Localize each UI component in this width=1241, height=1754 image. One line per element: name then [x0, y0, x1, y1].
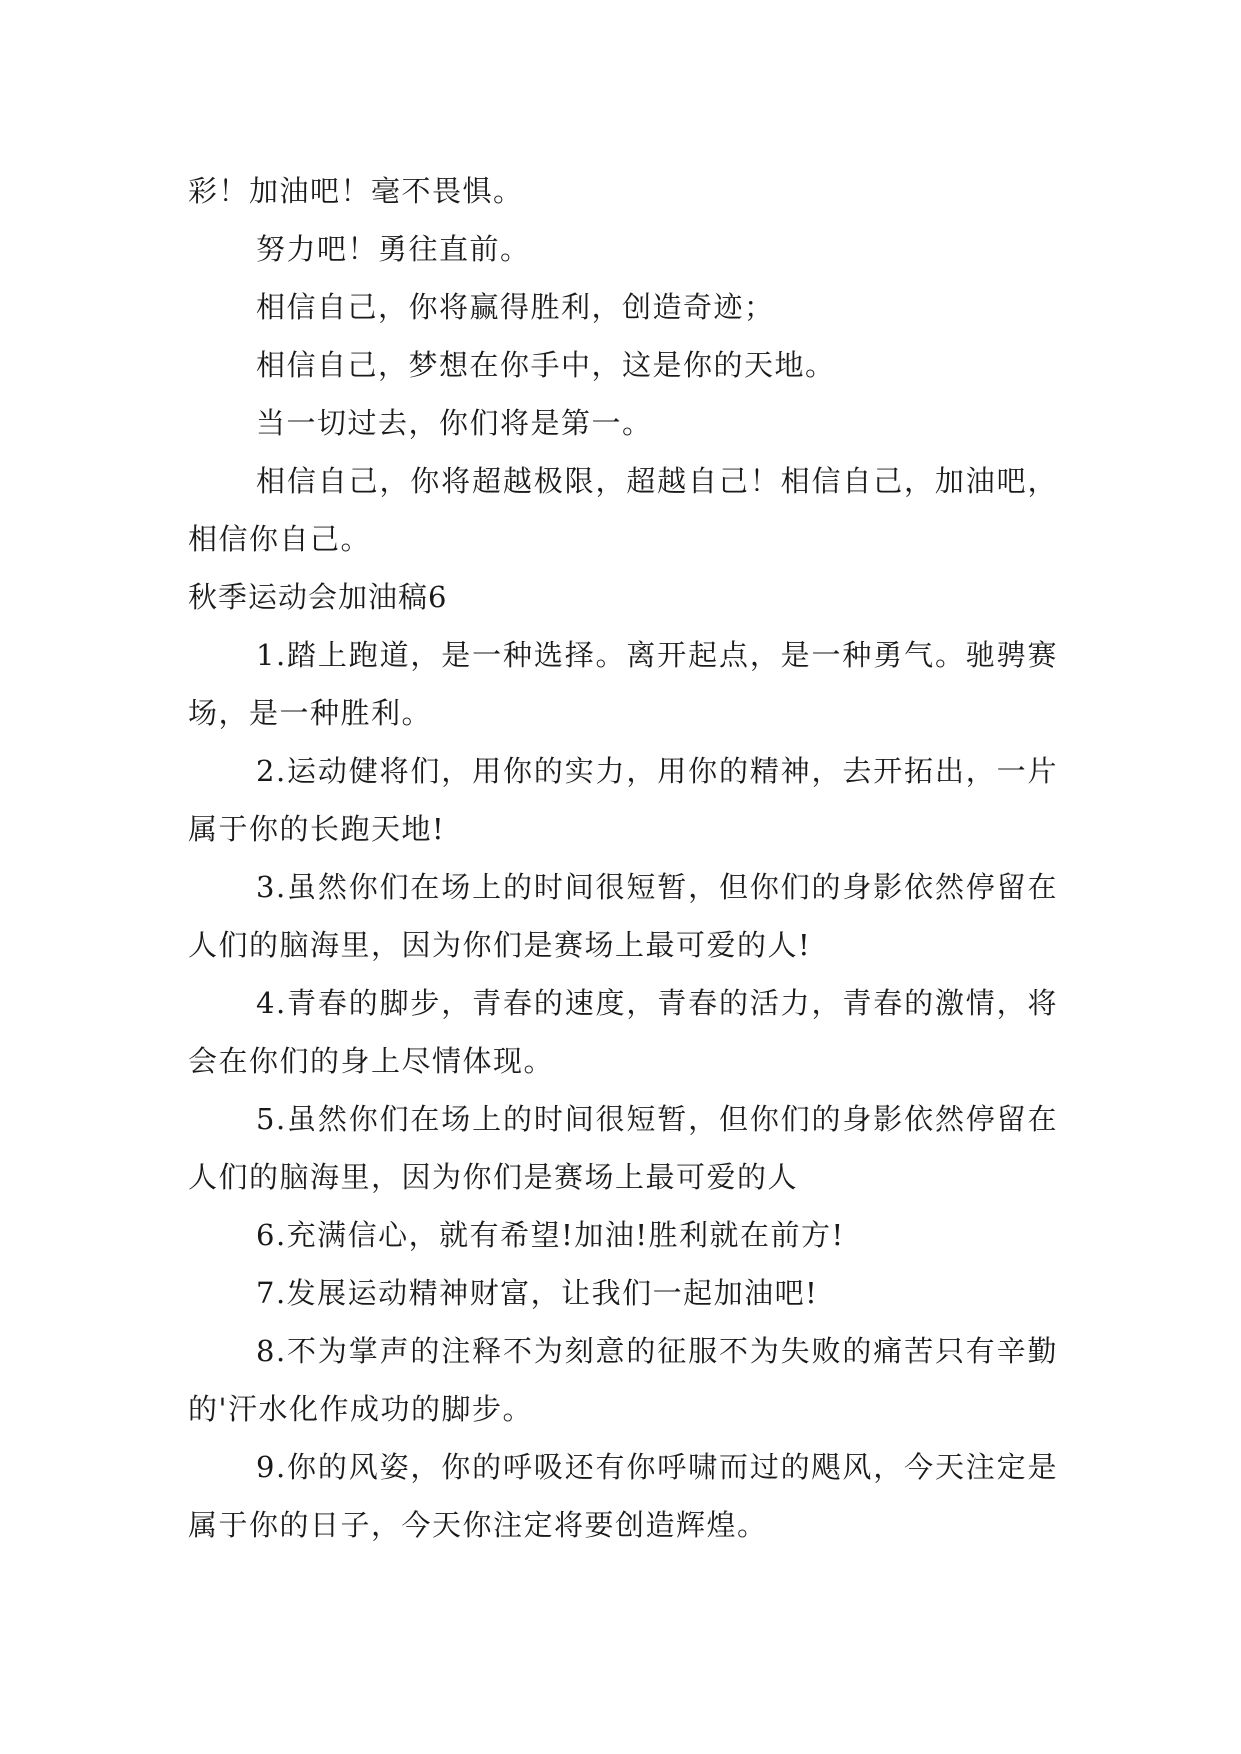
list-item: 1.踏上跑道，是一种选择。离开起点，是一种勇气。驰骋赛场，是一种胜利。 [188, 638, 1058, 730]
paragraph: 当一切过去，你们将是第一。 [256, 406, 653, 440]
list-item: 8.不为掌声的注释不为刻意的征服不为失败的痛苦只有辛勤的'汗水化作成功的脚步。 [188, 1334, 1058, 1426]
paragraph: 相信自己，你将超越极限，超越自己！相信自己，加油吧，相信你自己。 [188, 464, 1058, 556]
section-title: 秋季运动会加油稿6 [188, 580, 448, 614]
paragraph: 彩！加油吧！毫不畏惧。 [188, 174, 524, 208]
list-item: 3.虽然你们在场上的时间很短暂，但你们的身影依然停留在人们的脑海里，因为你们是赛场上最可爱的人! [188, 870, 1058, 962]
list-item: 4.青春的脚步，青春的速度，青春的活力，青春的激情，将会在你们的身上尽情体现。 [188, 986, 1058, 1078]
list-item: 2.运动健将们，用你的实力，用你的精神，去开拓出，一片属于你的长跑天地! [188, 754, 1058, 846]
list-item: 6.充满信心，就有希望!加油!胜利就在前方! [256, 1218, 845, 1252]
document-body [188, 162, 1058, 1554]
paragraph: 相信自己，梦想在你手中，这是你的天地。 [256, 348, 836, 382]
paragraph: 努力吧！勇往直前。 [256, 232, 531, 266]
paragraph: 相信自己，你将赢得胜利，创造奇迹； [256, 290, 775, 324]
list-item: 5.虽然你们在场上的时间很短暂，但你们的身影依然停留在人们的脑海里，因为你们是赛场上最可爱的人 [188, 1102, 1058, 1194]
list-item: 7.发展运动精神财富，让我们一起加油吧! [256, 1276, 819, 1310]
list-item: 9.你的风姿，你的呼吸还有你呼啸而过的飓风，今天注定是属于你的日子，今天你注定将要创造辉煌。 [188, 1450, 1058, 1542]
